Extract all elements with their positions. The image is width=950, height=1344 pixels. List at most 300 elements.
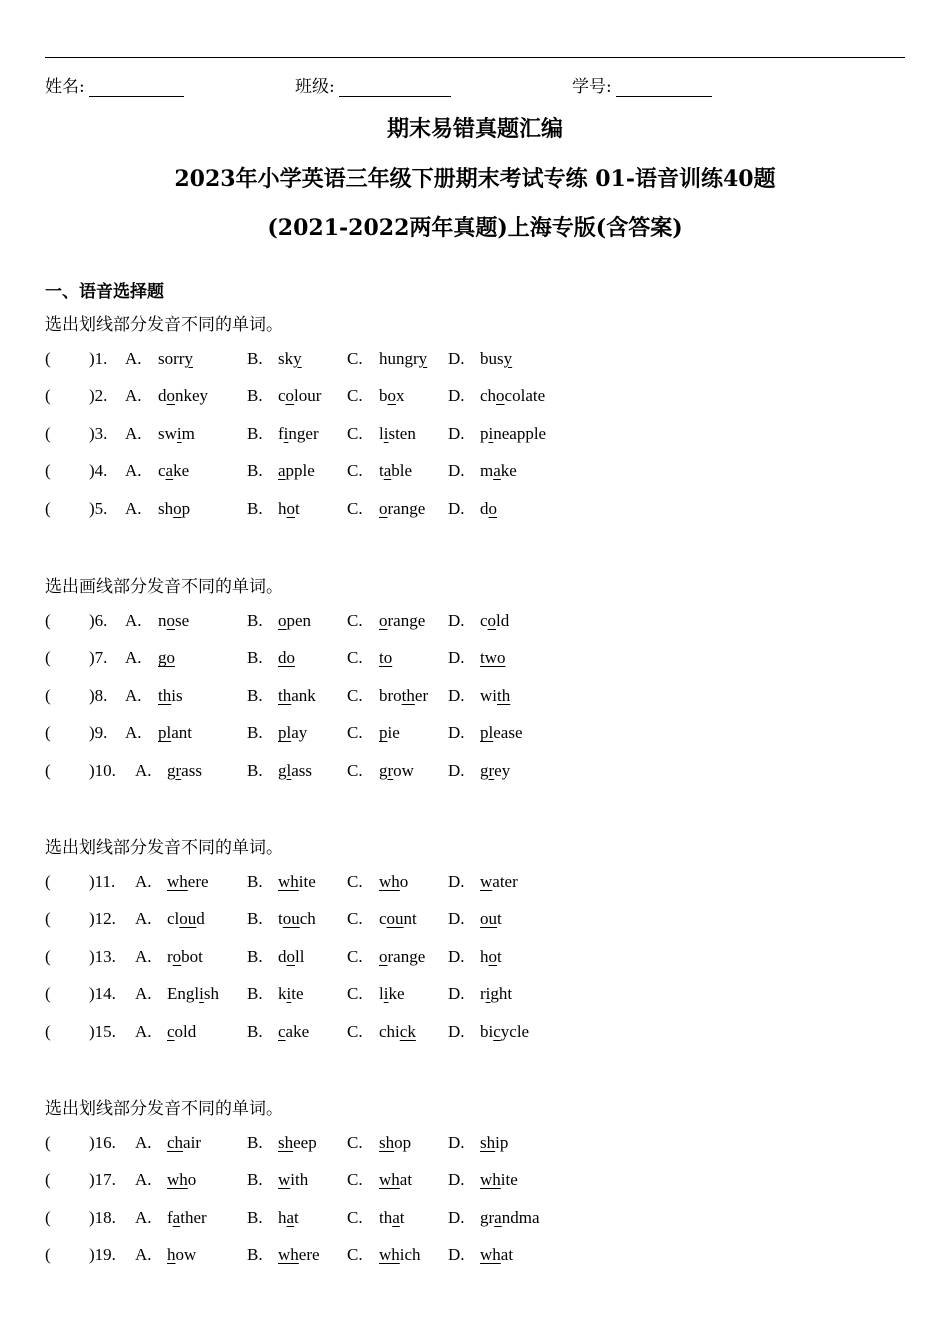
- option-letter: C.: [347, 946, 363, 966]
- word-suffix: at: [399, 1170, 413, 1190]
- word-suffix: ich: [399, 1245, 421, 1265]
- word-suffix: nkey: [175, 386, 209, 406]
- doc-subtitle-2: (2021-2022两年真题)上海专版(含答案): [267, 215, 683, 241]
- option-letter: A.: [135, 760, 152, 780]
- question-number: )5.: [89, 498, 108, 518]
- word-suffix: t: [497, 909, 502, 929]
- word-prefix: f: [167, 1207, 173, 1227]
- option-letter: C.: [347, 1170, 363, 1190]
- option-letter: B.: [247, 872, 263, 891]
- underlined-part: to: [379, 648, 393, 668]
- question-number: )12.: [89, 909, 116, 929]
- option-word: [480, 611, 509, 631]
- underlined-part: o: [166, 611, 175, 630]
- option-word: [158, 686, 183, 706]
- option-letter: A.: [125, 648, 142, 668]
- word-suffix: sten: [388, 423, 416, 443]
- option-letter: C.: [347, 984, 363, 1004]
- question-row: [45, 1208, 645, 1232]
- underlined-part: ch: [167, 1133, 184, 1152]
- word-suffix: t: [399, 1207, 405, 1227]
- underlined-part: y: [503, 349, 513, 368]
- option-letter: D.: [448, 1207, 465, 1227]
- option-word: [278, 1133, 317, 1153]
- option-word: [480, 1133, 508, 1153]
- answer-paren[interactable]: (: [45, 1207, 51, 1227]
- option-letter: C.: [347, 386, 363, 406]
- underlined-part: a: [286, 1207, 295, 1227]
- underlined-part: o: [496, 386, 505, 406]
- word-suffix: m: [181, 423, 195, 443]
- option-letter: A.: [135, 1021, 152, 1041]
- option-word: [278, 1208, 299, 1228]
- option-word: [278, 761, 312, 781]
- word-prefix: cl: [167, 909, 180, 929]
- underlined-part: i: [485, 984, 491, 1004]
- option-letter: D.: [448, 760, 465, 780]
- underlined-part: do: [278, 648, 295, 668]
- option-word: [278, 648, 295, 668]
- option-letter: C.: [347, 685, 363, 705]
- word-suffix: ater: [492, 872, 518, 891]
- word-prefix: r: [167, 946, 173, 966]
- underlined-part: ou: [179, 909, 197, 929]
- word-suffix: ite: [500, 1170, 518, 1190]
- doc-subtitle: 2023年小学英语三年级下册期末考试专练 01-语音训练40题: [174, 166, 776, 192]
- word-prefix: l: [379, 423, 384, 443]
- option-word: [278, 686, 316, 706]
- word-prefix: m: [480, 461, 494, 481]
- word-suffix: ake: [285, 1021, 310, 1041]
- underlined-part: o: [379, 498, 388, 518]
- underlined-part: i: [488, 423, 494, 443]
- option-letter: D.: [448, 909, 465, 929]
- option-word: [278, 461, 315, 481]
- option-word: [278, 1245, 320, 1265]
- underlined-part: o: [286, 946, 295, 966]
- underlined-part: c: [278, 1021, 286, 1041]
- question-row: [45, 611, 645, 635]
- word-prefix: f: [278, 423, 284, 443]
- option-letter: A.: [125, 723, 142, 743]
- underlined-part: th: [497, 685, 511, 705]
- underlined-part: gr: [480, 760, 495, 780]
- option-letter: D.: [448, 461, 465, 481]
- option-letter: B.: [247, 946, 263, 966]
- underlined-part: o: [488, 946, 497, 966]
- underlined-part: o: [488, 498, 497, 518]
- word-suffix: t: [497, 946, 502, 966]
- word-suffix: ld: [496, 611, 510, 630]
- word-prefix: h: [278, 1207, 287, 1227]
- question-row: [45, 909, 645, 933]
- word-prefix: d: [278, 946, 287, 966]
- underlined-part: wh: [278, 872, 299, 891]
- answer-paren[interactable]: (: [45, 723, 51, 743]
- option-letter: D.: [448, 1133, 465, 1152]
- option-word: [158, 424, 195, 444]
- option-word: [379, 909, 417, 929]
- word-suffix: ant: [171, 723, 193, 743]
- question-number: )10.: [89, 760, 116, 780]
- question-number: )19.: [89, 1245, 116, 1265]
- question-row: [45, 761, 645, 785]
- word-suffix: range: [387, 498, 426, 518]
- answer-paren[interactable]: (: [45, 611, 51, 630]
- option-letter: C.: [347, 1133, 363, 1152]
- question-number: )3.: [89, 423, 108, 443]
- question-number: )16.: [89, 1133, 116, 1152]
- word-suffix: ll: [295, 946, 305, 966]
- question-row: [45, 648, 645, 672]
- student-id-label: 学号:: [572, 77, 612, 97]
- word-suffix: ay: [291, 723, 308, 743]
- underlined-part: ou: [282, 909, 300, 929]
- option-word: [379, 761, 414, 781]
- word-suffix: air: [183, 1133, 201, 1152]
- option-letter: D.: [448, 349, 465, 368]
- word-suffix: is: [171, 685, 183, 705]
- underlined-part: i: [176, 423, 182, 443]
- word-suffix: te: [291, 984, 304, 1004]
- student-id-blank[interactable]: [616, 78, 712, 97]
- word-suffix: t: [294, 1207, 299, 1227]
- option-letter: A.: [135, 1170, 152, 1190]
- answer-paren[interactable]: (: [45, 872, 51, 891]
- underlined-part: o: [285, 386, 295, 406]
- question-row: [45, 723, 645, 747]
- option-word: [379, 648, 392, 668]
- word-suffix: ow: [175, 1245, 197, 1265]
- underlined-part: i: [283, 423, 289, 443]
- underlined-part: h: [167, 1245, 176, 1265]
- question-number: )15.: [89, 1021, 116, 1041]
- option-word: [379, 349, 427, 369]
- option-word: [480, 386, 545, 406]
- word-prefix: b: [379, 386, 388, 406]
- answer-paren[interactable]: (: [45, 386, 51, 406]
- option-letter: B.: [247, 611, 263, 630]
- underlined-part: th: [278, 685, 292, 705]
- option-word: [167, 1022, 196, 1042]
- word-prefix: h: [480, 946, 489, 966]
- word-suffix: ble: [391, 461, 413, 481]
- option-letter: B.: [247, 909, 263, 929]
- underlined-part: i: [199, 984, 204, 1004]
- option-letter: D.: [448, 685, 465, 705]
- word-suffix: at: [500, 1245, 514, 1265]
- answer-paren[interactable]: (: [45, 909, 51, 929]
- underlined-part: i: [286, 984, 292, 1004]
- question-row: [45, 686, 645, 710]
- word-prefix: d: [480, 498, 489, 518]
- option-letter: B.: [247, 685, 263, 705]
- underlined-part: c: [493, 1021, 501, 1041]
- option-letter: B.: [247, 1170, 263, 1190]
- option-word: [278, 349, 302, 369]
- word-prefix: d: [158, 386, 167, 406]
- option-letter: A.: [135, 1133, 152, 1152]
- word-suffix: ycle: [500, 1021, 530, 1041]
- option-letter: A.: [125, 611, 142, 630]
- word-suffix: se: [175, 611, 190, 630]
- underlined-part: pl: [158, 723, 172, 743]
- student-info-fields: [45, 72, 905, 98]
- word-prefix: p: [480, 423, 489, 443]
- underlined-part: y: [293, 349, 302, 368]
- underlined-part: y: [184, 349, 193, 368]
- word-suffix: ke: [173, 461, 190, 481]
- option-letter: D.: [448, 648, 465, 668]
- option-letter: D.: [448, 1021, 465, 1041]
- option-word: [158, 386, 208, 406]
- word-suffix: ith: [290, 1170, 309, 1190]
- option-letter: D.: [448, 872, 465, 891]
- underlined-part: o: [173, 498, 182, 518]
- underlined-part: sh: [480, 1133, 496, 1152]
- underlined-part: o: [166, 386, 175, 406]
- question-row: [45, 984, 645, 1008]
- word-suffix: ass: [181, 760, 202, 780]
- word-suffix: d: [196, 909, 205, 929]
- option-word: [480, 723, 523, 743]
- option-word: [379, 1170, 412, 1190]
- word-prefix: r: [480, 984, 486, 1004]
- word-suffix: range: [387, 946, 426, 966]
- option-word: [158, 723, 192, 743]
- option-letter: A.: [135, 984, 152, 1004]
- question-row: [45, 349, 645, 373]
- word-suffix: op: [394, 1133, 412, 1152]
- option-word: [379, 686, 428, 706]
- option-word: [379, 499, 425, 519]
- option-word: [379, 611, 425, 631]
- word-suffix: neapple: [493, 423, 547, 443]
- option-letter: C.: [347, 1207, 363, 1227]
- underlined-part: gr: [167, 760, 182, 780]
- class-blank[interactable]: [339, 78, 451, 97]
- student-id-field[interactable]: [572, 72, 712, 97]
- underlined-part: wh: [379, 872, 400, 891]
- word-prefix: c: [278, 386, 286, 406]
- option-letter: D.: [448, 946, 465, 966]
- word-suffix: range: [387, 611, 426, 630]
- option-letter: D.: [448, 723, 465, 743]
- option-word: [480, 461, 517, 481]
- option-letter: D.: [448, 386, 465, 406]
- underlined-part: a: [494, 1207, 502, 1227]
- word-suffix: ke: [388, 984, 405, 1004]
- option-letter: A.: [135, 909, 152, 929]
- word-prefix: chi: [379, 1021, 400, 1041]
- name-field[interactable]: [45, 72, 184, 97]
- word-suffix: t: [295, 498, 300, 518]
- question-row: [45, 424, 645, 448]
- question-row: [45, 386, 645, 410]
- word-suffix: ght: [490, 984, 513, 1004]
- question-number: )7.: [89, 648, 108, 668]
- underlined-part: i: [383, 423, 389, 443]
- underlined-part: i: [383, 984, 389, 1004]
- option-word: [379, 984, 405, 1004]
- option-word: [167, 947, 203, 967]
- option-word: [379, 386, 405, 406]
- word-suffix: o: [399, 872, 409, 891]
- underlined-part: w: [480, 872, 493, 891]
- answer-paren[interactable]: (: [45, 685, 51, 705]
- option-letter: A.: [125, 386, 142, 406]
- option-letter: B.: [247, 984, 263, 1004]
- question-row: [45, 1022, 645, 1046]
- underlined-part: wh: [379, 1245, 400, 1265]
- word-suffix: ere: [298, 1245, 320, 1265]
- answer-paren[interactable]: (: [45, 423, 51, 443]
- question-row: [45, 947, 645, 971]
- answer-paren[interactable]: (: [45, 1021, 51, 1041]
- option-word: [480, 947, 502, 967]
- question-row: [45, 872, 645, 896]
- option-word: [480, 909, 502, 929]
- answer-paren[interactable]: (: [45, 984, 51, 1004]
- word-suffix: colate: [504, 386, 546, 406]
- word-suffix: ch: [299, 909, 316, 929]
- word-prefix: th: [379, 1207, 393, 1227]
- underlined-part: w: [278, 1170, 291, 1190]
- underlined-part: go: [158, 648, 175, 668]
- underlined-part: y: [418, 349, 428, 368]
- option-word: [278, 723, 307, 743]
- option-word: [158, 648, 175, 668]
- answer-paren[interactable]: (: [45, 648, 51, 668]
- underlined-part: sh: [379, 1133, 395, 1152]
- word-suffix: eep: [293, 1133, 317, 1152]
- word-prefix: n: [158, 611, 167, 630]
- option-letter: B.: [247, 498, 263, 518]
- option-letter: A.: [125, 498, 142, 518]
- option-word: [379, 947, 425, 967]
- option-word: [278, 984, 304, 1004]
- option-word: [167, 1133, 201, 1153]
- word-suffix: lour: [294, 386, 322, 406]
- option-word: [158, 349, 193, 369]
- answer-paren[interactable]: (: [45, 461, 51, 481]
- underlined-part: a: [278, 461, 286, 481]
- option-word: [167, 1245, 196, 1265]
- underlined-part: wh: [379, 1170, 400, 1190]
- name-label: 姓名:: [45, 77, 85, 97]
- question-number: )17.: [89, 1170, 116, 1190]
- underlined-part: th: [158, 685, 172, 705]
- word-suffix: nger: [288, 423, 319, 443]
- option-letter: C.: [347, 349, 363, 368]
- class-label: 班级:: [295, 77, 335, 97]
- word-suffix: ther: [180, 1207, 207, 1227]
- word-prefix: bro: [379, 685, 402, 705]
- underlined-part: two: [480, 648, 506, 668]
- question-row: [45, 461, 645, 485]
- option-word: [278, 872, 316, 892]
- answer-paren[interactable]: (: [45, 760, 51, 780]
- word-suffix: bot: [181, 946, 203, 966]
- word-prefix: c: [379, 909, 387, 929]
- underlined-part: o: [379, 946, 388, 966]
- answer-paren[interactable]: (: [45, 498, 51, 518]
- word-suffix: ey: [494, 760, 511, 780]
- section-heading: 一、语音选择题: [45, 282, 164, 302]
- option-word: [480, 1208, 540, 1228]
- option-word: [480, 686, 510, 706]
- option-word: [278, 1022, 309, 1042]
- option-word: [480, 1022, 529, 1042]
- answer-paren[interactable]: (: [45, 1170, 51, 1190]
- question-number: )13.: [89, 946, 116, 966]
- word-suffix: pple: [285, 461, 315, 481]
- word-prefix: c: [480, 611, 488, 630]
- underlined-part: a: [172, 1207, 181, 1227]
- option-letter: C.: [347, 760, 363, 780]
- option-letter: B.: [247, 386, 263, 406]
- option-letter: B.: [247, 423, 263, 443]
- option-word: [480, 872, 518, 892]
- option-word: [278, 386, 321, 406]
- answer-paren[interactable]: (: [45, 1245, 51, 1265]
- word-suffix: ere: [187, 872, 209, 891]
- option-letter: C.: [347, 611, 363, 630]
- underlined-part: a: [383, 461, 392, 481]
- option-letter: B.: [247, 1021, 263, 1041]
- word-suffix: ite: [298, 872, 316, 891]
- option-letter: A.: [125, 349, 142, 368]
- answer-paren[interactable]: (: [45, 349, 51, 368]
- underlined-part: pl: [278, 723, 292, 743]
- underlined-part: ou: [386, 909, 404, 929]
- option-letter: C.: [347, 648, 363, 668]
- option-word: [158, 499, 190, 519]
- word-suffix: er: [414, 685, 429, 705]
- option-word: [379, 1133, 411, 1153]
- underlined-part: ck: [399, 1021, 416, 1041]
- word-prefix: h: [278, 498, 287, 518]
- word-prefix: bus: [480, 349, 504, 368]
- answer-paren[interactable]: (: [45, 946, 51, 966]
- underlined-part: wh: [278, 1245, 299, 1265]
- question-number: )2.: [89, 386, 108, 406]
- option-letter: B.: [247, 1133, 263, 1152]
- option-letter: C.: [347, 872, 363, 891]
- word-prefix: c: [158, 461, 166, 481]
- option-letter: B.: [247, 1207, 263, 1227]
- underlined-part: wh: [167, 1170, 188, 1190]
- underlined-part: c: [167, 1021, 175, 1041]
- option-word: [480, 1170, 518, 1190]
- word-suffix: ow: [393, 760, 414, 780]
- name-blank[interactable]: [89, 78, 184, 97]
- option-word: [167, 1208, 207, 1228]
- option-word: [278, 947, 304, 967]
- word-prefix: ch: [480, 386, 497, 406]
- group-instruction: 选出划线部分发音不同的单词。: [45, 1099, 283, 1119]
- word-suffix: ease: [493, 723, 523, 743]
- word-prefix: l: [379, 984, 384, 1004]
- question-number: )14.: [89, 984, 116, 1004]
- word-suffix: ie: [387, 723, 400, 743]
- question-row: [45, 499, 645, 523]
- word-prefix: bi: [480, 1021, 494, 1041]
- option-letter: B.: [247, 648, 263, 668]
- class-field[interactable]: [295, 72, 451, 97]
- option-letter: C.: [347, 723, 363, 743]
- answer-paren[interactable]: (: [45, 1133, 51, 1152]
